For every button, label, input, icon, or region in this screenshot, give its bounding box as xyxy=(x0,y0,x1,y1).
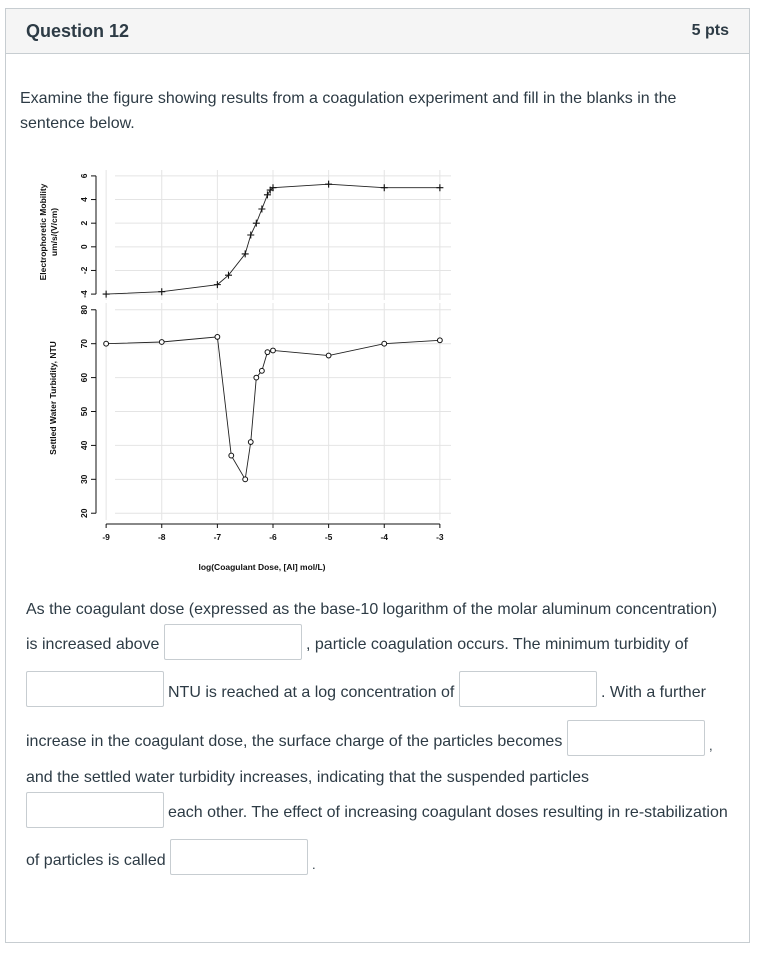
data-point-5 xyxy=(248,440,253,445)
question-points: 5 pts xyxy=(691,22,729,39)
data-point-13 xyxy=(436,184,443,191)
data-point-11 xyxy=(325,181,332,188)
y-tick-label-5: 70 xyxy=(79,338,89,349)
x-tick-label-1: -8 xyxy=(157,532,166,542)
sentence-part-7: , xyxy=(709,738,713,753)
y-tick-label-4: 60 xyxy=(79,372,89,383)
data-point-10 xyxy=(326,353,331,358)
sentence-part-8: and the settled water turbidity increases, indicating that the suspended particles xyxy=(26,769,589,786)
coagulation-chart xyxy=(30,158,460,578)
chart-xlabel: log(Coagulant Dose, [Al] mol/L) xyxy=(198,562,326,572)
sentence-part-10: of particles is called xyxy=(26,852,166,869)
sentence-part-1: As the coagulant dose (expressed as the base-10 logarithm of the molar aluminum concentration) xyxy=(26,601,718,618)
blank-6-input[interactable] xyxy=(170,839,308,875)
blank-3-input[interactable] xyxy=(459,671,597,707)
question-title: Question 12 xyxy=(26,20,130,41)
coagulation-figure xyxy=(30,158,460,578)
data-point-6 xyxy=(253,220,260,227)
y-tick-label-5: 6 xyxy=(79,173,89,179)
data-point-0 xyxy=(104,341,109,346)
data-point-12 xyxy=(437,338,442,343)
sentence-part-4: NTU is reached at a log concentration of xyxy=(168,684,455,701)
y-tick-label-6: 80 xyxy=(79,305,89,315)
blank-2-input[interactable] xyxy=(26,671,164,707)
data-point-4 xyxy=(243,477,248,482)
x-tick-label-6: -3 xyxy=(436,532,444,542)
data-point-3 xyxy=(229,453,234,458)
y-tick-label-3: 2 xyxy=(79,220,89,226)
sentence-part-2: is increased above xyxy=(26,636,160,653)
y-tick-label-1: 30 xyxy=(79,474,89,485)
data-point-2 xyxy=(215,335,220,340)
x-tick-label-4: -5 xyxy=(324,532,333,542)
question-intro: Examine the figure showing results from a coagulation experiment and fill in the blanks in the sentence below. xyxy=(20,90,677,132)
data-point-9 xyxy=(271,348,276,353)
y-tick-label-2: 0 xyxy=(79,244,89,250)
y-tick-label-0: -4 xyxy=(79,290,89,298)
y-tick-label-3: 50 xyxy=(79,406,89,417)
data-point-8 xyxy=(265,350,270,355)
question-header xyxy=(6,9,749,54)
data-point-12 xyxy=(381,184,388,191)
x-tick-label-5: -4 xyxy=(380,532,389,542)
y-tick-label-0: 20 xyxy=(79,508,89,518)
data-point-5 xyxy=(247,232,254,239)
mobility-ylabel-line2: um/s/(V/cm) xyxy=(49,207,59,257)
y-tick-label-1: -2 xyxy=(79,266,89,275)
data-point-1 xyxy=(159,340,164,345)
sentence-part-6: increase in the coagulant dose, the surface charge of the particles becomes xyxy=(26,733,563,750)
y-tick-label-2: 40 xyxy=(79,440,89,451)
blank-4-input[interactable] xyxy=(567,720,705,756)
x-tick-label-0: -9 xyxy=(102,532,110,542)
data-point-0 xyxy=(103,291,110,298)
mobility-ylabel-line1: Electrophoretic Mobility xyxy=(38,183,48,281)
y-tick-label-4: 4 xyxy=(79,197,89,202)
data-point-7 xyxy=(259,368,264,373)
x-tick-label-3: -6 xyxy=(269,532,277,542)
blank-1-input[interactable] xyxy=(164,624,302,660)
mobility-panel xyxy=(79,170,451,300)
sentence-part-3: , particle coagulation occurs. The minimum turbidity of xyxy=(306,636,689,653)
turbidity-ylabel: Settled Water Turbidity, NTU xyxy=(48,341,58,455)
sentence-part-11: . xyxy=(312,857,316,872)
data-point-11 xyxy=(382,341,387,346)
turbidity-panel xyxy=(79,303,451,542)
sentence-part-5: . With a further xyxy=(601,684,706,701)
x-tick-label-2: -7 xyxy=(213,532,222,542)
data-point-7 xyxy=(258,206,265,213)
blank-5-input[interactable] xyxy=(26,792,164,828)
sentence-part-9: each other. The effect of increasing coagulant doses resulting in re-stabilization xyxy=(168,804,728,821)
data-point-6 xyxy=(254,375,259,380)
